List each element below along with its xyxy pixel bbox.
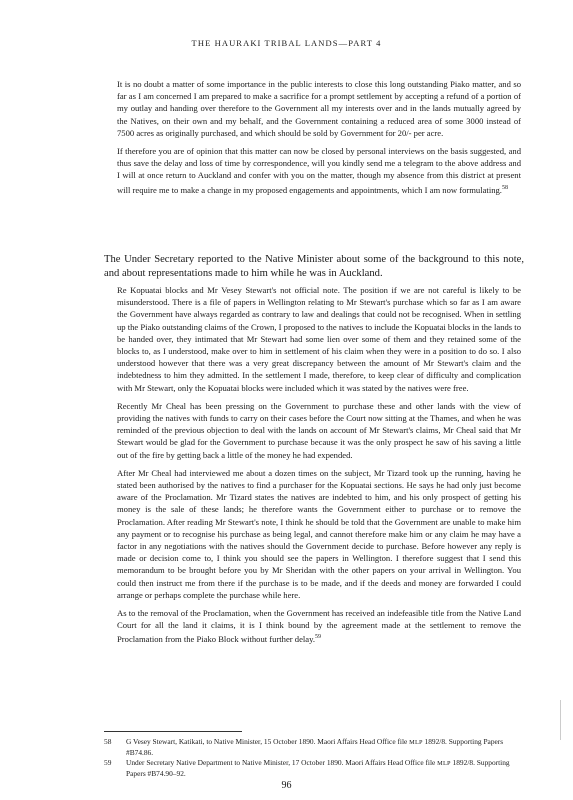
footnote-text: Under Secretary Native Department to Native Minister, 17 October 1890. Maori Affairs Head Office file MLP 1892/8. Supporting Papers #B74.90–92.	[126, 758, 510, 778]
scan-edge-mark	[560, 700, 561, 740]
footnote-text: G Vesey Stewart, Katikati, to Native Minister, 15 October 1890. Maori Affairs Head Office file MLP 1892/8. Supporting Papers #B74.86.	[126, 737, 504, 757]
quote-paragraph: Recently Mr Cheal has been pressing on the Government to purchase these and other lands with the view of providing the natives with funds to carry on their cases before the Court now sitting at the Thames, and when he was reminded of the previous objection to deal with the lands on account of Mr Stewart's claims, Mr Cheal said that Mr Stewart would be glad for the Government to purchase because it was the only prospect he saw of his saving a little out of the fire by getting back a little of the money he had expended.	[117, 400, 521, 460]
quote-paragraph	[117, 145, 521, 196]
body-paragraph	[104, 253, 524, 280]
footnote-ref: 58	[501, 184, 508, 191]
footnote-number: 59	[104, 758, 112, 767]
block-quote-under-secretary	[117, 284, 521, 646]
body-text: The Under Secretary reported to the Native Minister about some of the background to this note, and about representations made to him while he was in Auckland.	[104, 254, 524, 279]
footnote	[104, 737, 524, 757]
page-number: 96	[281, 780, 292, 791]
quote-paragraph: Re Kopuatai blocks and Mr Vesey Stewart's not official note. The position if we are not careful is likely to be misunderstood. There is a file of papers in Wellington relating to Mr Stewart's purchase which so far as I am aware the Government have always regarded as contrary to law and dealings that could not be recognised. When in settling up the Piako outstanding claims of the Crown, I proposed to the natives to include the Kopuatai blocks in the lands to be handed over, they intimated that Mr Stewart had some lien over some of them and they retained some of the blocks to, as I understood, make over to him in settlement of his claim when they were in a position to do so. I also understood however that there was a very great discrepancy between the amount of Mr Stewart's claim and the indebtedness to him they admitted. In the settlement I made, therefore, to keep clear of difficulty and complication with Mr Stewart, only the Kopuatai blocks were included which it was stated by the natives were free.	[117, 285, 521, 393]
footnote-number: 58	[104, 737, 112, 746]
footnote-divider	[104, 731, 242, 732]
quote-text: If therefore you are of opinion that this matter can now be closed by personal interviews on the basis suggested, and thus save the delay and loss of time by correspondence, will you kindly send me a telegram to the above address and I will at once return to Auckland and confer with you on the matter, though my absence from this district at present will require me to make a change in my proposed engagements and appointments, which I am now formulating.	[117, 146, 521, 195]
footnote-ref: 59	[315, 634, 322, 641]
running-header: THE HAURAKI TRIBAL LANDS—PART 4	[191, 38, 382, 48]
block-quote-stewart	[117, 78, 521, 196]
quote-paragraph: It is no doubt a matter of some importance in the public interests to close this long outstanding Piako matter, and so far as I am concerned I am prepared to make a sacrifice for a prompt settlement by accepting a refund of a portion of my outlay and handing over therefore to the Government all my interests over and in the lands mutually agreed by the Natives, on their own and my behalf, and the Government containing a reduced area of some 3000 instead of 7500 acres as originally purchased, and which should be sold by Government for 20/- per acre.	[117, 79, 521, 138]
quote-paragraph	[117, 607, 521, 645]
quote-text: As to the removal of the Proclamation, when the Government has received an indefeasible title from the Native Land Court for all the land it claims, it is I think bound by the agreement made at the settlement to remove the Proclamation from the Piako Block without further delay.	[117, 608, 521, 645]
quote-paragraph: After Mr Cheal had interviewed me about a dozen times on the subject, Mr Tizard took up the running, having he stated been authorised by the natives to find a purchaser for the Kopuatai sections. He says he had only just become aware of the Proclamation. Mr Tizard states the natives are indebted to him, and his only prospect of getting his money is the sale of these lands; he therefore wants the Government either to purchase or to remove the Proclamation. After reading Mr Stewart's note, I think he should be told that the Government are unable to make him any payment or to recognise his purchase as being legal, and cannot therefore make him or any claim he may have a factor in any negotiations with the natives should the Government decide to purchase. Before however any reply is made or decision come to, I think you should see the papers in Wellington. I therefore suggest that I send this memorandum to be brought before you by Mr Sheridan with the other papers on your arrival in Wellington. You could then instruct me from there if the purchase is to be made, and if the deeds and money are forwarded I could arrange or perhaps complete the purchase while here.	[117, 467, 521, 600]
footnote	[104, 758, 524, 778]
